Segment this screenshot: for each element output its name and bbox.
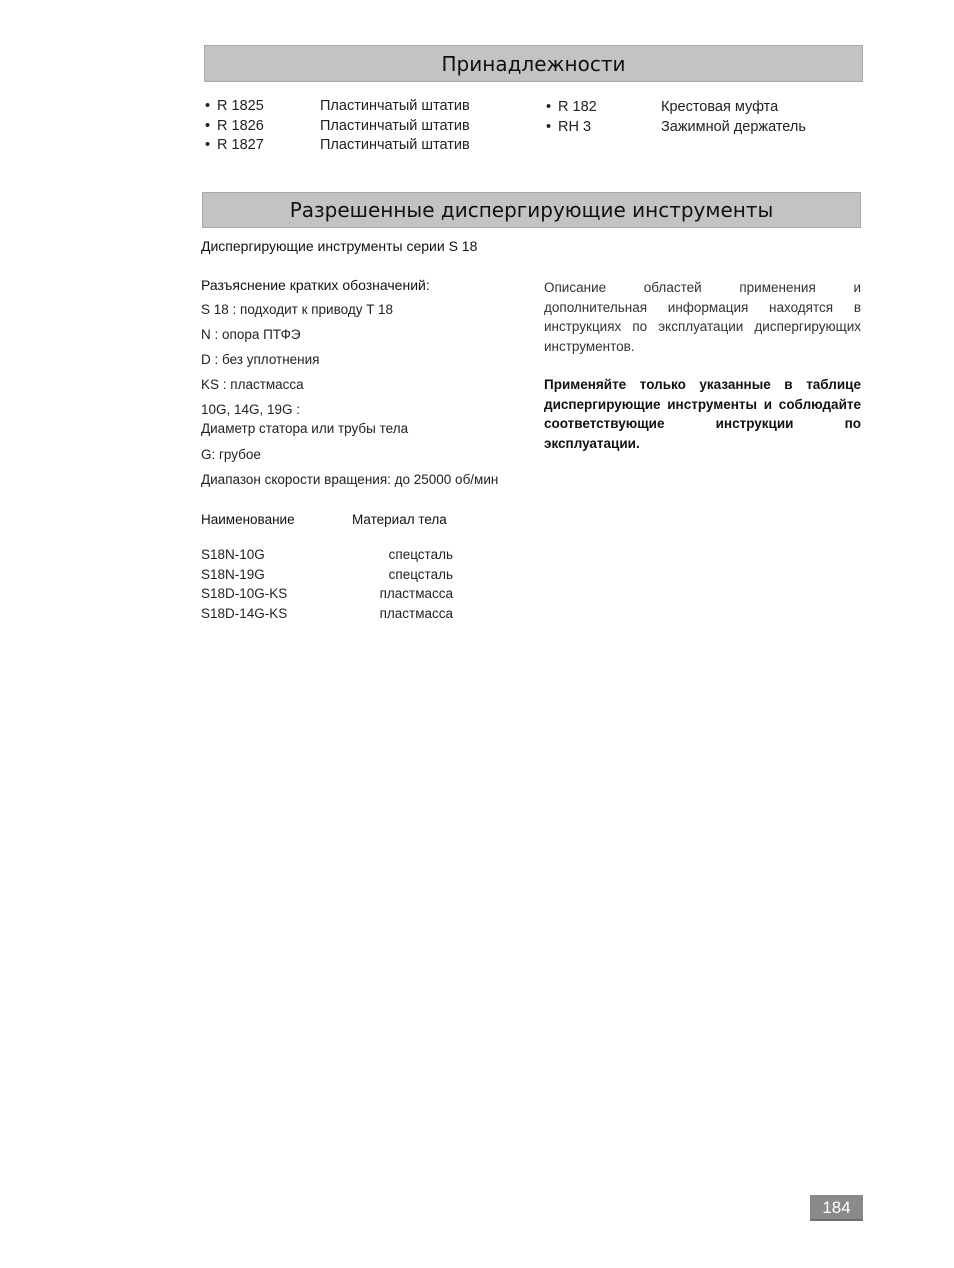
table-row: [201, 545, 453, 565]
info-column: [544, 278, 861, 453]
legend-n: N : опора ПТФЭ: [201, 327, 301, 342]
tools-table: [201, 510, 453, 623]
cell-material: спецсталь: [388, 566, 453, 582]
list-item: • R 1825 Пластинчатый штатив: [205, 97, 505, 117]
table-row: [201, 584, 453, 604]
series-heading: Диспергирующие инструменты серии S 18: [201, 238, 478, 254]
legend-sizes-desc: Диаметр статора или трубы тела: [201, 421, 409, 436]
item-code: R 1825: [217, 98, 264, 114]
table-row: [201, 604, 453, 624]
list-item: • R 1826 Пластинчатый штатив: [205, 117, 505, 137]
item-desc: Крестовая муфта: [661, 99, 779, 115]
item-desc: Пластинчатый штатив: [320, 137, 470, 153]
item-desc: Пластинчатый штатив: [320, 98, 470, 114]
tools-title: Разрешенные диспергирующие инструменты: [289, 198, 774, 222]
cell-material: пластмасса: [379, 586, 453, 601]
cell-name: S18N-10G: [201, 547, 265, 562]
cell-material: спецсталь: [388, 547, 453, 562]
item-code: RH 3: [558, 118, 592, 135]
item-code: R 1827: [217, 137, 264, 153]
list-item: • R 182 Крестовая муфта: [546, 98, 866, 118]
item-desc: Зажимной держатель: [661, 118, 806, 135]
header-name: Наименование: [201, 512, 295, 527]
legend-sizes: 10G, 14G, 19G :: [201, 402, 301, 417]
legend-d: D : без уплотнения: [201, 352, 320, 367]
table-row: [201, 565, 453, 585]
item-code: R 1826: [217, 117, 264, 134]
legend-g: G: грубое: [201, 447, 261, 462]
warning-text: Применяйте только указанные в таблице диспергирующие инструменты и соблюдайте соответствующие инструкции по эксплуатации.: [544, 377, 861, 451]
accessories-list-right: [546, 98, 866, 137]
legend-s18: S 18 : подходит к приводу T 18: [201, 302, 393, 317]
cell-name: S18D-14G-KS: [201, 605, 288, 621]
cell-name: S18D-10G-KS: [201, 586, 288, 601]
accessories-title: Принадлежности: [441, 52, 626, 76]
cell-material: пластмасса: [379, 605, 453, 621]
item-code: R 182: [558, 99, 597, 115]
legend-speed: Диапазон скорости вращения: до 25000 об/мин: [201, 472, 499, 487]
accessories-title-bar: [204, 45, 863, 82]
cell-name: S18N-19G: [201, 566, 265, 582]
list-item: • RH 3 Зажимной держатель: [546, 118, 866, 138]
tools-title-bar: [202, 192, 861, 228]
header-material: Материал тела: [352, 512, 447, 527]
page-number: 184: [810, 1195, 863, 1221]
legend-heading: Разъяснение кратких обозначений:: [201, 277, 430, 293]
accessories-list-left: [205, 97, 505, 156]
item-desc: Пластинчатый штатив: [320, 117, 470, 134]
legend-ks: KS : пластмасса: [201, 377, 304, 392]
info-text: Описание областей применения и дополнительная информация находятся в инструкциях по эксплуатации диспергирующих инструментов.: [544, 280, 861, 354]
table-header: [201, 510, 453, 530]
list-item: • R 1827 Пластинчатый штатив: [205, 136, 505, 156]
